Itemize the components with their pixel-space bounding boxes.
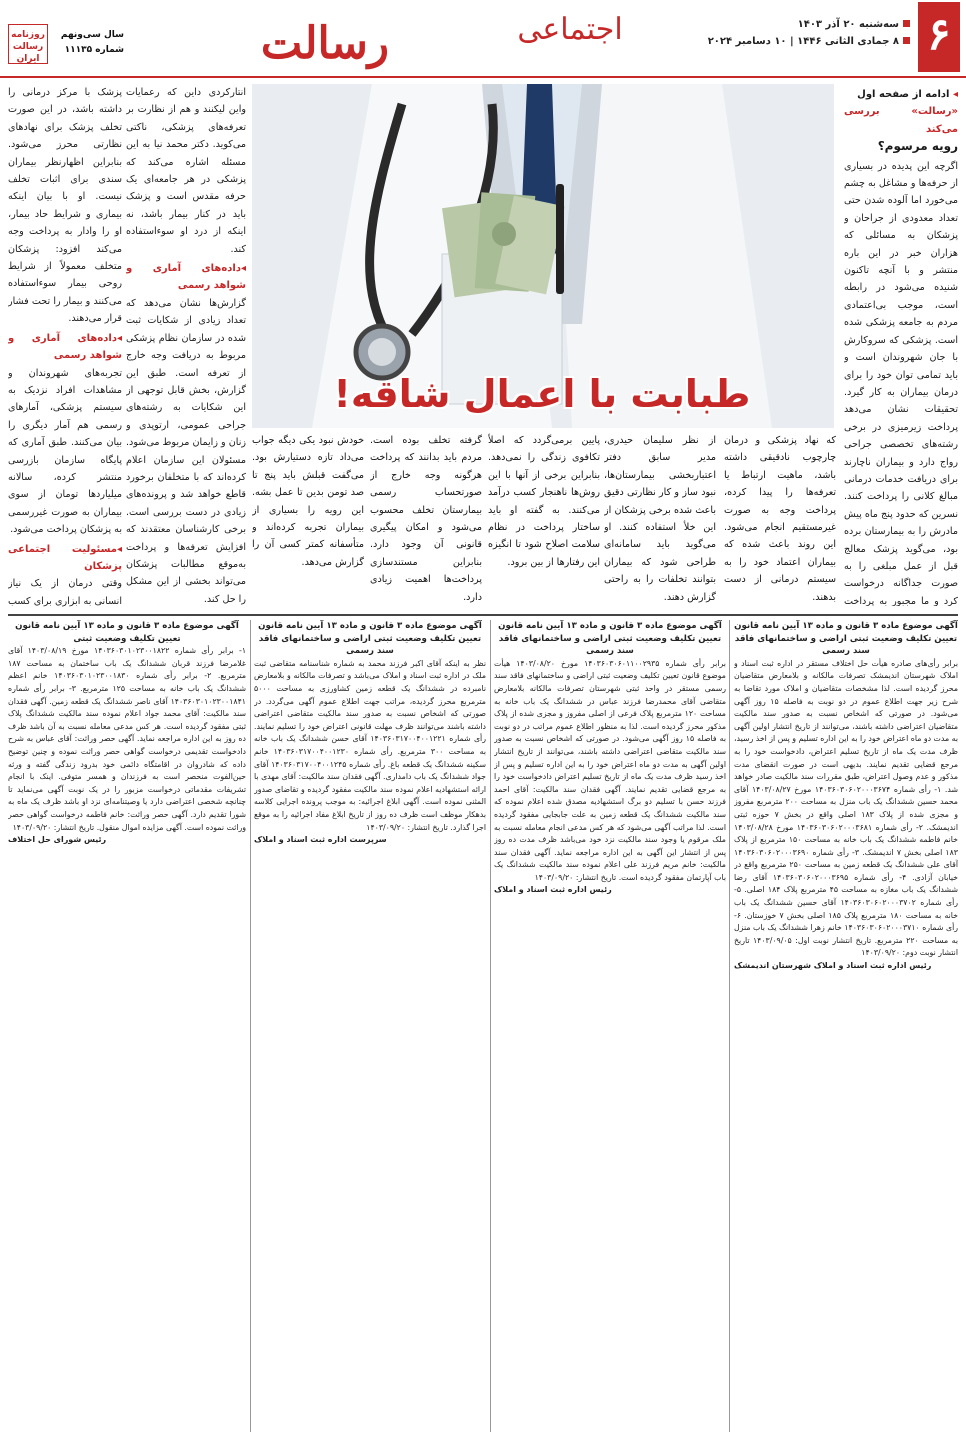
issue-number: شماره ۱۱۱۳۵ bbox=[64, 45, 124, 55]
subhead-text: داده‌های آماری و شواهد رسمی bbox=[8, 332, 122, 362]
square-bullet-icon bbox=[903, 20, 910, 27]
article-body: اگرچه این پدیده در بسیاری از حرفه‌ها و مشاغل به چشم می‌خورد اما آلوده شدن حتی تعداد معدودی از جراحان و پزشکان به مسائلی که هزاران خبر در این باره منتشر و با آنچه تاکنون شنیده می‌شود در رابطه است، موجب بی‌اعتمادی مردم به جامعه پزشکی شده است. پزشکی که سروکارش با جان شهروندان است و باید تمامی توان خود را برای درمان بیماران به کار گیرد. تحقیقات نشان می‌دهد پرداخت زیرمیزی در برخی رشته‌های تخصصی جراحی رواج دارد و بیماران ناچارند برای دریافت خدمات درمانی مبالغ کلانی را پرداخت کنند. نسرین که حدود پنج ماه پیش مادرش را به بیمارستان برده بود، می‌گوید پزشک معالج قبل از عمل مبلغی را به صورت جداگانه درخواست کرد و ما مجبور به پرداخت bbox=[844, 160, 958, 606]
triangle-icon: ◂ bbox=[952, 89, 958, 100]
article-column-bottom-1: که نهاد پزشکی و درمان چارچوب نادقیقی داشته باشد، ماهیت ارتباط یا تعرفه‌ها را پیدا کرده، پرداخت وجه به صورت غیرمستقیم انجام می‌شود. این روند باعث شده که بیماران اعتماد خود را به سیستم درمانی از دست بدهند. bbox=[724, 435, 836, 603]
article-body: پزشک با مرکز درمانی را داشته باشد، در این صورت تخلف پزشک برای نهادهای نظارتی محرز می‌شود. بنابراین اظهارنظر بیماران سندی برای اثبات تخلف نیست. او با بیان اینکه بیماری و شرایط حاد بیمار، او را وادار به پرداخت وجه می‌کند افزود: پزشکان متخلف معمولاً از شرایط روحی بیمار سوءاستفاده می‌کنند و بیمار را تحت فشار قرار می‌دهند. bbox=[8, 87, 122, 325]
subhead: ◂مسئولیت اجتماعی پزشکان bbox=[8, 543, 122, 572]
notice-title: آگهی موضوع ماده ۳ قانون و ماده ۱۳ آیین نامه قانون تعیین تکلیف وضعیت ثبتی اراضی و ساختمانهای فاقد سند رسمی bbox=[734, 621, 958, 657]
column-rule bbox=[250, 620, 251, 1432]
article-column-right bbox=[844, 86, 958, 606]
notice-signature: رئیس شورای حل اختلاف bbox=[8, 835, 107, 845]
column-rule bbox=[729, 620, 730, 1432]
article-body: وقتی درمان از یک نیاز انسانی به ابزاری برای کسب bbox=[8, 578, 122, 607]
issue-text bbox=[52, 28, 124, 58]
article-column-bottom-4: گرفته تخلف بوده است. مردم باید بدانند که پرداخت هرگونه وجه خارج از صورتحساب رسمی بیمارستان تخلف محسوب می‌شود و امکان پیگیری قانونی آن وجود دارد. بنابراین مستندسازی پرداخت‌ها اهمیت زیادی دارد. bbox=[370, 435, 482, 603]
article-title: «رسالت» بررسی می‌کند bbox=[844, 106, 958, 135]
subhead: ◂داده‌های آماری و شواهد رسمی bbox=[8, 332, 122, 362]
date-line-1: سه‌شنبه ۲۰ آذر ۱۴۰۳ bbox=[797, 19, 899, 30]
kicker-text: ادامه از صفحه اول bbox=[857, 89, 950, 100]
legal-notice-1 bbox=[734, 620, 958, 1432]
article-subtitle: رویه مرسوم؟ bbox=[877, 139, 958, 154]
notice-title: آگهی موضوع ماده ۳ قانون و ماده ۱۳ آیین نامه قانون تعیین تکلیف وضعیت ثبتی اراضی و ساختمانهای فاقد سند رسمی bbox=[258, 621, 482, 657]
article-column-left-1 bbox=[8, 84, 122, 608]
notice-body: ۱- برابر رأی شماره ۱۴۰۳۶۰۳۰۱۰۲۳۰۰۱۸۲۲ مورخ ۱۴۰۳/۰۸/۱۹ آقای غلامرضا فرزند قربان ششدانگ یک باب ساختمان به مساحت ۱۸۷ مترمربع. ۲- برابر رأی شماره ۱۴۰۳۶۰۳۰۱۰۲۳۰۰۱۸۳۰ خانم اعظم ششدانگ یک باب خانه به مساحت ۱۲۵ مترمربع. ۳- برابر رأی شماره ۱۴۰۳۶۰۳۰۱۰۲۳۰۰۱۸۴۱ آقای ناصر ششدانگ یک قطعه زمین. آگهی فقدان سند مالکیت: آقای محمد جواد اعلام نموده سند مالکیت ششدانگ پلاک ثبتی مفقود گردیده است. هر کس مدعی معامله نسبت به آن باشد ظرف ده روز به این اداره مراجعه نماید. آگهی حصر وراثت: آقای عباس به شرح دادخواست تقدیمی درخواست گواهی حصر وراثت نموده و چنین توضیح داده که شادروان در اقامتگاه دائمی خود بدرود زندگی گفته و ورثه حین‌الفوت منحصر است به فرزندان و همسر متوفی. اینک با انجام تشریفات مقدماتی درخواست مزبور را در یک نوبت آگهی می‌نماید تا چنانچه شخصی اعتراضی دارد یا وصیتنامه‌ای نزد او باشد ظرف یک ماه به شورا تقدیم دارد. آگهی حصر وراثت: خانم فاطمه درخواست گواهی حصر وراثت نموده است. آگهی مزایده اموال منقول. تاریخ انتشار: ۱۴۰۳/۰۹/۲۰ bbox=[8, 646, 246, 832]
square-bullet-icon bbox=[903, 37, 910, 44]
column-rule bbox=[490, 620, 491, 1432]
notice-body: برابر رأی‌های صادره هیأت حل اختلاف مستقر در اداره ثبت اسناد و املاک شهرستان اندیمشک تصرفات مالکانه و بلامعارض متقاضیان محرز گردیده است. لذا مشخصات متقاضیان و املاک مورد تقاضا به شرح زیر جهت اطلاع عموم در دو نوبت به فاصله ۱۵ روز آگهی می‌شود. در صورتی که اشخاص نسبت به صدور سند مالکیت متقاضیان اعتراضی داشته باشند، می‌توانند از تاریخ انتشار اولین آگهی به مدت دو ماه اعتراض خود را به این اداره تسلیم و پس از اخذ رسید، ظرف مدت یک ماه از تاریخ تسلیم اعتراض، دادخواست خود را به مرجع قضایی تقدیم نمایند. بدیهی است در صورت انقضای مدت مذکور و عدم وصول اعتراض، طبق مقررات سند مالکیت صادر خواهد شد. ۱- رأی شماره ۱۴۰۳۶۰۳۰۶۰۲۰۰۰۳۶۷۴ مورخ ۱۴۰۳/۰۸/۲۷ آقای محمد حسین ششدانگ یک باب منزل به مساحت ۲۰۰ مترمربع مفروز و مجزی شده از پلاک ۱۸۳ اصلی واقع در بخش ۷ حوزه ثبتی اندیمشک. ۲- رأی شماره ۱۴۰۳۶۰۳۰۶۰۲۰۰۰۳۶۸۱ مورخ ۱۴۰۳/۰۸/۲۸ خانم فاطمه ششدانگ یک باب خانه به مساحت ۱۵۰ مترمربع از پلاک ۱۸۳ اصلی بخش ۷ اندیمشک. ۳- رأی شماره ۱۴۰۳۶۰۳۰۶۰۲۰۰۰۳۶۹۰ آقای علی ششدانگ یک قطعه زمین به مساحت ۲۵۰ مترمربع واقع در خیابان آزادی. ۴- رأی شماره ۱۴۰۳۶۰۳۰۶۰۲۰۰۰۳۶۹۵ آقای رضا ششدانگ یک باب مغازه به مساحت ۴۵ مترمربع پلاک ۱۸۴ اصلی. ۵- رأی شماره ۱۴۰۳۶۰۳۰۶۰۲۰۰۰۳۷۰۲ آقای حسین ششدانگ یک باب خانه به مساحت ۱۸۰ مترمربع پلاک ۱۸۵ اصلی بخش ۷ خوزستان. ۶- رأی شماره ۱۴۰۳۶۰۳۰۶۰۲۰۰۰۳۷۱۰ خانم زهرا ششدانگ یک باب منزل به مساحت ۲۲۰ مترمربع. تاریخ انتشار نوبت اول: ۱۴۰۳/۰۹/۰۵ تاریخ انتشار نوبت دوم: ۱۴۰۳/۰۹/۲۰ bbox=[734, 658, 958, 958]
subhead-text: داده‌های آماری و شواهد رسمی bbox=[126, 263, 246, 292]
legal-notice-2 bbox=[494, 620, 726, 1432]
article-body: تجربه‌های شهروندان و مشاهدات افراد نزدیک به سیستم پزشکی، آمارهای رسمی هم آمار دیگری را بیان می‌کنند. طبق آماری که پایگاه سازمان بازرسی منتشر کرده، سالانه میلیاردها تومان از سوی بیماران به صورت غیررسمی به پزشکان پرداخت می‌شود. bbox=[8, 367, 122, 536]
newspaper-logo: رسالت bbox=[260, 18, 390, 69]
issue-box bbox=[8, 24, 124, 68]
notice-body: نظر به اینکه آقای اکبر فرزند محمد به شماره شناسنامه متقاضی ثبت ملک در اداره ثبت اسناد و املاک می‌باشد و تصرفات مالکانه و بلامعارض نامبرده در ششدانگ یک قطعه زمین کشاورزی به مساحت ۵۰۰۰ مترمربع محرز گردیده، مراتب جهت اطلاع عموم آگهی می‌گردد. در صورتی که اشخاص نسبت به صدور سند مالکیت متقاضی اعتراضی داشته باشند می‌توانند ظرف مهلت قانونی اعتراض خود را تسلیم نمایند. رأی شماره ۱۴۰۳۶۰۳۱۷۰۰۴۰۰۱۲۲۱ آقای حسن ششدانگ یک باب خانه به مساحت ۳۰۰ مترمربع. رأی شماره ۱۴۰۳۶۰۳۱۷۰۰۴۰۰۱۲۳۰ خانم سکینه ششدانگ یک قطعه باغ. رأی شماره ۱۴۰۳۶۰۳۱۷۰۰۴۰۰۱۲۴۵ آقای جواد ششدانگ یک باب دامداری. آگهی فقدان سند مالکیت: آقای مهدی با ارائه استشهادیه اعلام نموده سند مالکیت مفقود گردیده و تقاضای صدور المثنی نموده است. آگهی ابلاغ اجرائیه: به موجب پرونده اجرایی کلاسه بدهکار موظف است ظرف ده روز از تاریخ ابلاغ مفاد اجرائیه را به موقع اجرا گذارد. تاریخ انتشار: ۱۴۰۳/۰۹/۲۰ bbox=[254, 658, 486, 832]
article-column-bottom-5: خودش نبود یکی دیگه جواب می‌داد تازه دستیارش بود. می‌گفت قبلش باید پنج تا صد تومن بدین تا عمل بشه. این رویه را بسیاری از بیماران تجربه کرده‌اند و متأسفانه کمتر کسی آن را گزارش می‌دهد. bbox=[252, 435, 364, 568]
date-block bbox=[650, 16, 910, 50]
article-column-bottom-3: پایین برمی‌گردد که اصلاً تکافوی زندگی را نمی‌دهد. بنابراین برخی از آنها با این روش‌ها ناهنجار کسب درآمد می‌کنند. به گفته او باید ساختار پرداخت در نظام سلامت اصلاح شود تا انگیزه این رفتارها از بین برود. bbox=[488, 435, 600, 568]
notice-title: آگهی موضوع ماده ۳ قانون و ماده ۱۳ آیین نامه قانون تعیین تکلیف وضعیت ثبتی bbox=[15, 621, 239, 644]
notice-signature: رئیس اداره ثبت اسناد و املاک bbox=[494, 885, 612, 895]
article-column-left-2 bbox=[126, 84, 246, 608]
main-headline: طبابت با اعمال شاقه! bbox=[333, 372, 751, 416]
sub-logo: روزنامه رسالت ایران bbox=[8, 24, 48, 64]
article-body: انتارکردی داین که رعمایات واین لیکنند و هم از نظارت بر تعرفه‌های پزشکی، ناکتی می‌کوید. دکتر محمد نیا به این مسئله اشاره می‌کند که پزشکی در هر جامعه‌ای یک حرفه مقدس است و پزشک باید در کنار بیمار باشد، نه اینکه از درد او سوءاستفاده کند. bbox=[126, 87, 246, 255]
subhead: ◂داده‌های آماری و شواهد رسمی bbox=[126, 263, 246, 292]
page-number: ۶ bbox=[918, 2, 960, 72]
notice-signature: سرپرست اداره ثبت اسناد و املاک bbox=[254, 835, 387, 845]
kicker bbox=[844, 86, 958, 103]
masthead bbox=[0, 0, 966, 78]
legal-notice-3 bbox=[254, 620, 486, 1432]
subhead-text: مسئولیت اجتماعی پزشکان bbox=[8, 543, 122, 572]
section-title: اجتماعی bbox=[517, 12, 623, 47]
notice-title: آگهی موضوع ماده ۳ قانون و ماده ۱۳ آیین نامه قانون تعیین تکلیف وضعیت ثبتی اراضی و ساختمانهای فاقد سند رسمی bbox=[498, 621, 722, 657]
notice-body: برابر رأی شماره ۱۴۰۳۶۰۳۰۶۰۱۱۰۰۲۹۳۵ مورخ ۱۴۰۳/۰۸/۲۰ هیأت موضوع قانون تعیین تکلیف وضعیت ثبتی اراضی و ساختمانهای فاقد سند رسمی مستقر در واحد ثبتی شهرستان تصرفات مالکانه بلامعارض متقاضی آقای محمدرضا فرزند عباس در ششدانگ یک باب خانه به مساحت ۱۲۰ مترمربع پلاک فرعی از اصلی مفروز و مجزی شده از پلاک مذکور محرز گردیده است. لذا به منظور اطلاع عموم مراتب در دو نوبت به فاصله ۱۵ روز آگهی می‌شود. در صورتی که اشخاص نسبت به صدور سند مالکیت متقاضی اعتراضی داشته باشند، می‌توانند از تاریخ انتشار اولین آگهی به مدت دو ماه اعتراض خود را به این اداره تسلیم و پس از اخذ رسید ظرف مدت یک ماه از تاریخ تسلیم اعتراض دادخواست خود را به مرجع قضایی تقدیم نمایند. آگهی فقدان سند مالکیت: آقای احمد فرزند حسن با تسلیم دو برگ استشهادیه مصدق شده اعلام نموده که سند مالکیت ششدانگ یک قطعه زمین به علت جابجایی مفقود گردیده است. لذا مراتب آگهی می‌شود که هر کس مدعی انجام معامله نسبت به ملک مرقوم یا وجود سند مالکیت نزد خود می‌باشد ظرف مدت ده روز پس از انتشار این آگهی به این اداره مراجعه نماید. آگهی فقدان سند مالکیت: خانم مریم فرزند علی اعلام نموده سند مالکیت ششدانگ یک باب آپارتمان مفقود گردیده است. تاریخ انتشار: ۱۴۰۳/۰۹/۲۰ bbox=[494, 658, 726, 882]
date-line-2: ۸ جمادی الثانی ۱۴۴۶ | ۱۰ دسامبر ۲۰۲۴ bbox=[707, 36, 899, 47]
article-column-bottom-2: از نظر سلیمان حیدری، مدیر سابق دفتر اعتباربخشی بیمارستان‌ها، نبود ساز و کار نظارتی دقیق باعث شده برخی پزشکان از این خلأ استفاده کنند. او می‌گوید باید سامانه‌ای طراحی شود که بیماران بتوانند تخلفات را به راحتی گزارش دهند. bbox=[604, 435, 716, 603]
section-divider bbox=[8, 614, 958, 616]
legal-notice-4 bbox=[8, 620, 246, 1432]
article-body: گزارش‌ها نشان می‌دهد که تعداد زیادی از شکایات ثبت شده در سازمان نظام پزشکی مربوط به دریافت وجه خارج از تعرفه است. طبق این گزارش، بخش قابل توجهی از این شکایات به رشته‌های جراحی عمومی، ارتوپدی و زنان و زایمان مربوط می‌شود. مسئولان این سازمان اعلام کرده‌اند که با متخلفان برخورد قاطع خواهد شد و پرونده‌های زیادی در دست بررسی است. برخی کارشناسان معتقدند که افزایش تعرفه‌ها و پرداخت به‌موقع مطالبات پزشکان می‌تواند بخشی از این مشکل را حل کند. bbox=[126, 297, 246, 605]
issue-year: سال سی‌ونهم bbox=[60, 30, 124, 40]
notice-signature: رئیس اداره ثبت اسناد و املاک شهرستان اندیمشک bbox=[734, 961, 932, 971]
